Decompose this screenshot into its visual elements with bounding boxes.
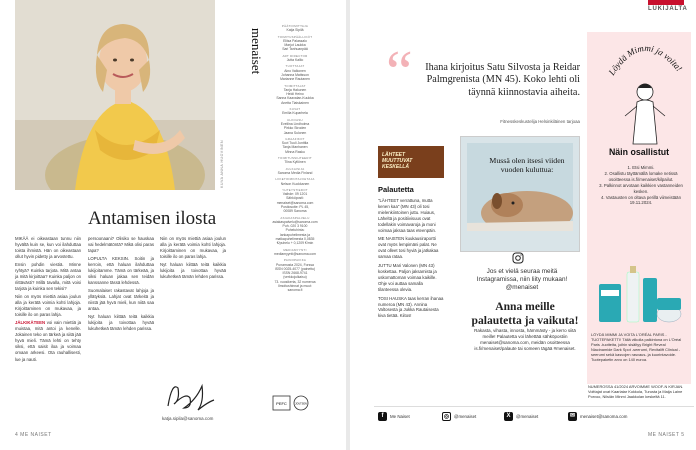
- masthead-line: 00089 Sanoma: [283, 209, 307, 214]
- paragraph: Nyt haluan kiittää teitä kaikkia lukijoita ja toivottaa hyvää lukuhetkeä tämän lehden parissa.: [88, 313, 154, 332]
- page-footer: ME NAISET 5: [648, 432, 685, 438]
- masthead-label: JULKAISIJA: [285, 166, 305, 171]
- certification-badges: [272, 395, 312, 416]
- masthead-line: Eliisa Palassalo: [283, 38, 307, 43]
- svg-text:Löydä Mimmi ja voita!: [606, 43, 684, 78]
- x-twitter-icon[interactable]: X: [504, 412, 513, 421]
- left-page: [0, 0, 346, 450]
- paragraph: Nyt haluan kiittää teitä kaikkia lukijoita ja toivottaa hyvää lukuhetkeä tämän lehden parissa.: [160, 261, 226, 280]
- step-item: 1. Etsi Mimmi.: [627, 165, 655, 170]
- paragraph: MIKÄÄ ei oikeastaan tunnu niin hyvältä kuin se, kun voi ilahduttaa toista ihmistä. Hän on oikeastaan ollut hyvin pidetty ja arvostettu.: [15, 236, 81, 260]
- masthead-line: menaiset@sanoma.com: [276, 200, 314, 205]
- email-address[interactable]: menaiset@sanoma.com: [580, 414, 628, 419]
- paragraph: Niin on myös miettiä asiaa joulun alla ja kerätä voimia kohti lahjoja. Kirjoittaminen on mukavaa, ja toisille ilo on paras lahja.: [15, 294, 81, 318]
- instagram-icon[interactable]: [512, 251, 524, 269]
- masthead-line: Anetta Tiaiskainen: [281, 100, 309, 105]
- feedback-cta-title: Anna meille palautetta ja vaikuta!: [471, 300, 579, 327]
- step-item: 4. Vastausten on oltava perillä viimeistään 19.11.2024.: [601, 194, 681, 206]
- dog-photo: [467, 143, 573, 231]
- masthead-label: TOIMITUSPÄÄLLIKÖT: [277, 34, 313, 39]
- masthead-label: TUOTTAJAT: [285, 64, 305, 69]
- masthead-line: Postiosoite: PL 45,: [280, 204, 310, 209]
- masthead-label: PAINOPAIKKA: [283, 258, 307, 263]
- subhead-lead: JÄLKIKÄTEEN: [15, 320, 46, 325]
- masthead-line: Puheluhinta:: [285, 228, 305, 233]
- pefc-badge-text: PEFC: [276, 401, 287, 406]
- instagram-handle[interactable]: @menaiset: [454, 414, 477, 419]
- masthead-line: mediamyynti@sanoma.com: [274, 251, 316, 256]
- masthead-label: ULKOASU: [287, 117, 303, 122]
- section-label: LUKIJALTA: [648, 6, 688, 12]
- paragraph: Suomalaiset rakastavat lahjoja ja yllätyksiä. Lahjat ovat tärkeitä ja niistä jää hyvä mieli, kun niitä saa antaa.: [88, 287, 154, 312]
- masthead-line: Aino Valkonen: [284, 68, 306, 73]
- masthead-label: PÄÄTOIMITTAJA: [281, 24, 309, 28]
- previous-winners: NUMEROSSA 41/2024 ARVOIMME WOOF-N KIRJAN. Voittajat ovat Kaarlatar Kokkola, Turusta ja Maija Laine Porvoo, Nilsiän Minmi Jaakkolan keskeltä 11.: [588, 384, 684, 400]
- masthead-line: ISSN 0025-4077 (painettu): [274, 266, 316, 271]
- masthead-line: (verkkojulkaisu): [283, 275, 307, 280]
- prize-caption: LÖYDÄ MIMMI JA VOITA L'ORÉAL PARIS -TUOTEPAKETTI! Tällä viikolla palkintona on L'Oréal Paris -tuotteita, joihin sisältyy Bright Reveal Niacinamide Dark Spot -seerumi, Revitalift Clinical -seerumi sekä kasvojen rasvaus- ja kuorintavoide. Tuotepaketin arvo on 140 euroa.: [591, 332, 682, 363]
- editorial-column-1: [15, 236, 81, 364]
- masthead-line: Marianne Rautanen: [280, 77, 310, 82]
- masthead-line: ISSN 2668-9741: [282, 271, 308, 276]
- masthead-label: MEDIAMYYNTI: [283, 247, 307, 252]
- photo-credit: KUVA ANNA HUOVINEN: [220, 140, 224, 188]
- masthead-line: Jaana Sulonen: [283, 130, 307, 135]
- how-to-participate-title: Näin osallistut: [608, 147, 670, 157]
- masthead-line: Heidi Heino: [286, 92, 304, 97]
- masthead-label: ASIAKASPALVELU: [280, 215, 310, 220]
- masthead-line: Puh. 020 3 9100: [282, 224, 308, 229]
- instagram-icon[interactable]: ◎: [443, 414, 450, 420]
- twitter-handle[interactable]: @menaiset: [516, 414, 539, 419]
- editor-portrait-photo: [15, 0, 215, 190]
- masthead-label: GRAAFIKOT: [285, 136, 305, 141]
- section-color-bar: [648, 0, 684, 5]
- editor-email[interactable]: katja.sipila@sanoma.com: [162, 416, 214, 421]
- masthead-line: Marjut Laukka: [284, 43, 306, 48]
- masthead-label: LIIKETOIMINTAJOHTAJA: [275, 177, 315, 182]
- editorial-column-2: [88, 236, 154, 334]
- participation-steps: [599, 165, 683, 206]
- email-icon[interactable]: ✉: [569, 413, 576, 419]
- paragraph: voi vain miettiä ja muistaa, mitä antoi ja kenelle. Jokainen teko on tärkeä ja siitä jää hyvä mieli. Tämä lehti on tehty siksi, että saisit iloa ja voimaa omaan arkeesi. Ota rauhallisesti, lue ja nauti.: [15, 320, 81, 362]
- masthead-label: KUVAT: [289, 107, 301, 112]
- page-footer: 4 ME NAISET: [15, 432, 52, 438]
- find-mimmi-box: [587, 32, 691, 384]
- nordic-swan-badge-text: JOUTSEN: [295, 402, 307, 406]
- masthead-logo: menaiset: [249, 28, 264, 75]
- masthead-line: Vaihde: 09 1201: [282, 192, 308, 197]
- masthead-line: Sanoma Media Finland: [277, 170, 313, 175]
- step-item: 3. Palkinnot arvotaan kaikkien vastanneiden kesken.: [599, 182, 683, 194]
- masthead-line: 73. vuosikerta, 32 numeroa: [274, 279, 316, 284]
- book-photo-text: LÄHTEET MUUTTUVAT KESKELLÄ: [382, 152, 413, 170]
- masthead-line: sanoma.fi: [287, 288, 303, 293]
- feedback-paragraph: "LÄHTEET verrattuna, mutta kenen kaa" (MN 43) oli tosi mielenkiintoinen juttu. Huiaus, Läheltä ja positiivisuus ovat todellakin voimavaroja ja moni voimaa jaksaa taas eteenpäin.: [378, 198, 437, 233]
- paragraph: Niin on myös miettiä asiaa joulun alla ja kerätä voimia kohti lahjoja. Kirjoittaminen on mukavaa, ja toisille ilo on paras lahja.: [160, 236, 226, 260]
- book-photo: [378, 146, 444, 178]
- quote-mark-icon: “: [386, 39, 413, 105]
- feedback-column: [378, 198, 444, 322]
- editorial-headline: Antamisen ilosta: [88, 208, 217, 229]
- mimmi-illustration: [605, 36, 685, 146]
- feedback-paragraph: TOSI HAUSKA taas kerran ihanaa numeroa (MN 43). Annina Valtosesta ja Jukka Rautaisesta kiva tietää. Kiitos!: [378, 295, 444, 319]
- prize-products-image: [593, 258, 685, 330]
- masthead-line: Suvi Tuuli Junttila: [281, 141, 309, 146]
- masthead-line: €/puhelu + 0,1209 €/min: [276, 241, 314, 246]
- lottery-title: Löydä Mimmi ja voita!: [606, 42, 685, 77]
- masthead-line: Johanna Mattsson: [281, 72, 309, 77]
- masthead-line: Tanja Hakunen: [283, 87, 307, 92]
- masthead-line: Eveliina Lindholma: [280, 121, 310, 126]
- social-bar: [374, 406, 694, 422]
- feedback-paragraph: ME NAISTEN kuukausiraportti ovat myös lempimäni palat. Ne ovat olleet tosi hyviä ja jatkakaa samaa rataa.: [378, 236, 439, 260]
- masthead-line: Ilmoitushinnat ja muut:: [278, 284, 312, 289]
- editorial-column-3: [160, 236, 226, 282]
- paragraph: LOPULTA KEKSIN. Soitin ja kerroin, että haluan ilahduttaa lukijoitamme. Tämä on tärkeää, ja siksi haluan jakaa sen teidän kanssanne tässä lehdessä.: [88, 255, 154, 286]
- masthead-label: TOIMITTAJAT: [284, 83, 306, 88]
- right-page: [350, 0, 696, 450]
- masthead-line: Punamusta 2024, Forssa: [276, 262, 314, 267]
- masthead-line: matkapuhelimesta 0,0835: [275, 237, 315, 242]
- feedback-paragraph: JUTTU Mari Valonen (MN 43) koskettaa. Paljon jaksamista ja uskomattoman voimaa kaikille. Ohje voi auttaa samalla tilanteessa olevia.: [378, 263, 437, 292]
- masthead-line: Pirkko Stroden: [283, 126, 307, 131]
- masthead-line: Jutta Kallio: [286, 58, 304, 63]
- paragraph: Ensin pohdin viestiä. Minne ryhtyä? Kuinka tarjota. Mitä antaa ja mitä kirjoittaa? Kuinka paljon on riittävästi? Millä tavalla, mitä voisi tarjota ja kuinka sen tekisi?: [15, 261, 81, 292]
- masthead-line: Sähköposti:: [286, 196, 304, 201]
- instagram-post-card: [460, 136, 580, 252]
- facebook-icon[interactable]: f: [378, 412, 387, 421]
- masthead-line: Sari Tanhuanpää: [282, 47, 308, 52]
- masthead-line: Tiina Kyllönen: [284, 160, 306, 165]
- masthead-label: YHTEYSTIEDOT: [282, 187, 308, 192]
- masthead-line: Katja Sipilä: [286, 28, 304, 33]
- masthead-line: Nelson Kuokkanen: [280, 181, 310, 186]
- masthead-line: Tanja Manhanen: [282, 145, 308, 150]
- instagram-invite: Jos et vielä seuraa meitä Instagramissa, niin liity mukaan! @menaiset: [476, 268, 568, 291]
- paragraph: persoonaani? Olisiko se hauskaa vai hedelmätöntä? Mikä olisi paras tapa?: [88, 236, 154, 254]
- masthead-credits: [255, 22, 335, 293]
- facebook-handle[interactable]: Me Naiset: [390, 414, 410, 419]
- masthead-label: ART DIRECTOR: [282, 53, 308, 58]
- masthead-line: Minna Rasku: [285, 149, 305, 154]
- masthead-line: Emilia Kuparhela: [282, 111, 308, 116]
- masthead-label: TOIMITUSSIHTEERIT: [278, 156, 312, 161]
- feedback-title: Palautetta: [378, 185, 414, 194]
- masthead-line: asiakaspalvelu@sanoma.com: [272, 219, 318, 224]
- featured-quote: Ihana kirjoitus Satu Silvosta ja Reidar Palmgrenista (MN 45). Koko lehti oli täynnä kiinnostavia aiheita.: [425, 62, 580, 98]
- masthead-line: lankapuhelimesta ja: [280, 232, 310, 237]
- signature-mark: [160, 378, 220, 414]
- feedback-cta-body: Rakasta, vihasta, innosta, hämmästy - ja kerro siitä meille! Palautetta voi lähettää sähköpostiin menaiset@sanoma.com, meidän osoitteessa is.fi/menaiset/palaute tai someen tägää #menaiset.: [474, 328, 576, 351]
- step-item: 2. Osallistu täyttämällä lomake netissä osoitteessa is.fi/menaiset/kilpailut.: [604, 170, 678, 182]
- dog-photo-caption: Mussä olen itsesi viiden vuoden kuluttua:: [489, 156, 565, 174]
- quote-source: Fitnesskeskustelija Helsinkiläinen tarjoaa: [500, 119, 580, 124]
- masthead-line: Sanna Kaavalan-Kuukka: [276, 96, 314, 101]
